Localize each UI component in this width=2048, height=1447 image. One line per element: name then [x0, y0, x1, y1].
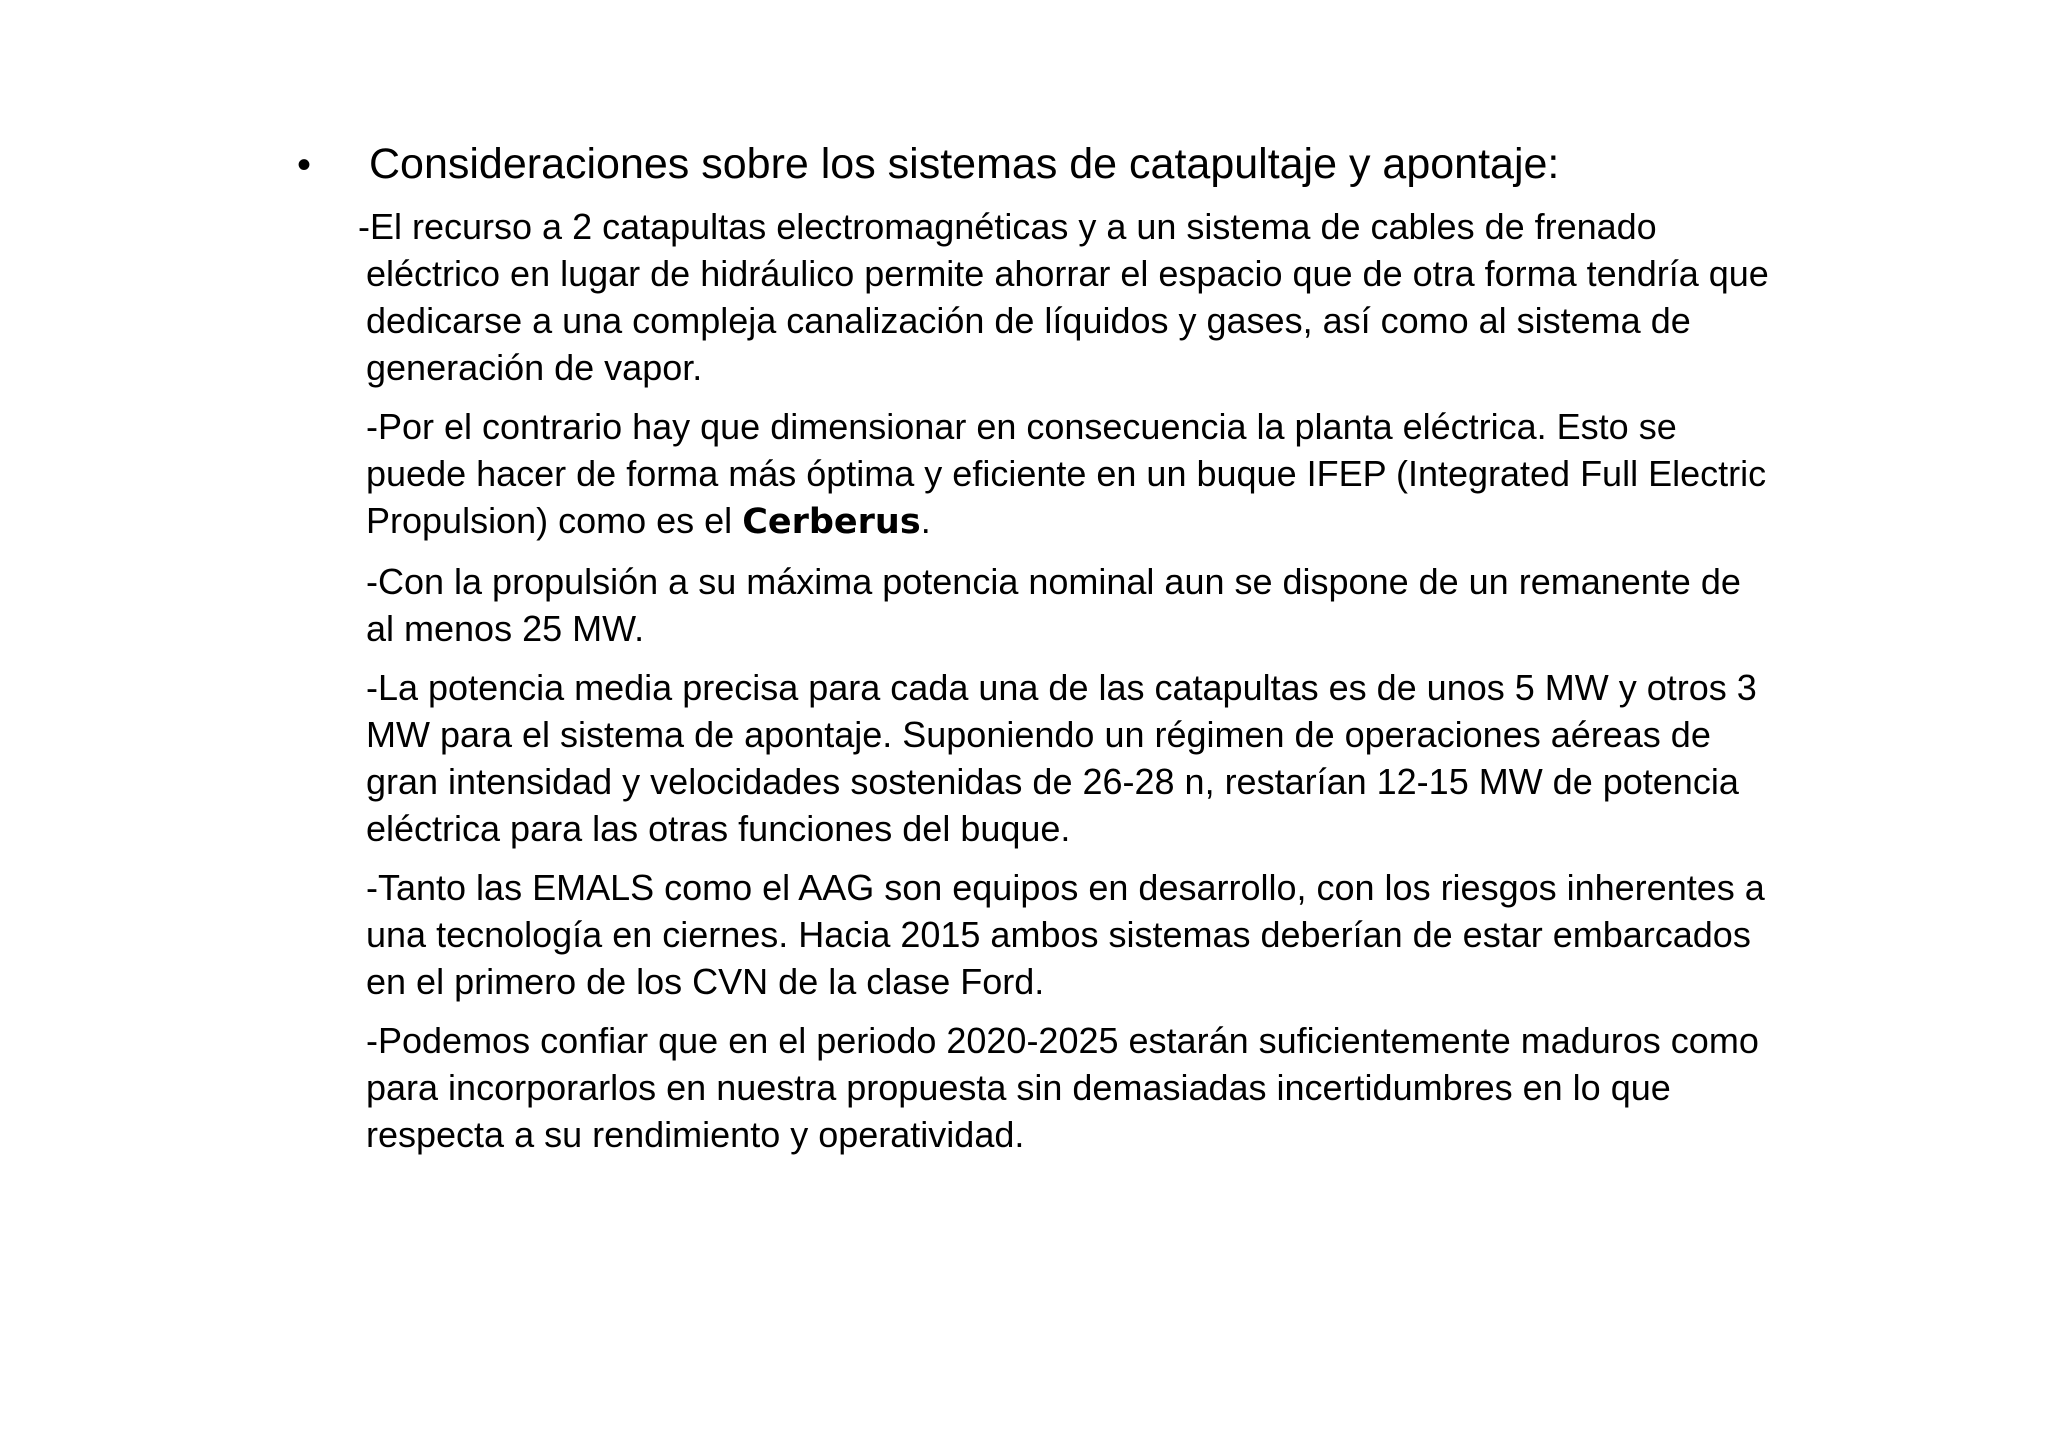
paragraph-maturity: -Podemos confiar que en el periodo 2020-2025 estarán suficientemente maduros como para incorporarlos en nuestra propuesta sin demasiadas incertidumbres en lo que respecta a su rendimiento y operatividad. [366, 1020, 1759, 1155]
bullet-heading [295, 136, 1795, 193]
paragraph-emals-aag: -Tanto las EMALS como el AAG son equipos en desarrollo, con los riesgos inherentes a una tecnología en ciernes. Hacia 2015 ambos sistemas deberían de estar embarcados en el primero de los CVN de la clase Ford. [366, 867, 1765, 1002]
paragraph-remaining-power: -Con la propulsión a su máxima potencia nominal aun se dispone de un remanente de al menos 25 MW. [366, 561, 1741, 649]
paragraph-power-plant [366, 403, 1776, 546]
paragraph-power-plant-text: -Por el contrario hay que dimensionar en consecuencia la planta eléctrica. Esto se puede hacer de forma más óptima y eficiente en un buque IFEP (Integrated Full Electric Propulsion) como es el [366, 406, 1767, 541]
heading-text: Consideraciones sobre los sistemas de catapultaje y apontaje: [369, 140, 1560, 188]
emphasis-suffix: . [920, 500, 931, 541]
bullet-dot-icon: • [297, 143, 312, 187]
emphasis-word: Cerberus [742, 502, 921, 542]
paragraph-average-power: -La potencia media precisa para cada una de las catapultas es de unos 5 MW y otros 3 MW para el sistema de apontaje. Suponiendo un régimen de operaciones aéreas de gran intensidad y velocidades sostenidas de 26-28 n, restarían 12-15 MW de potencia eléctrica para las otras funciones del buque. [366, 667, 1757, 849]
paragraph-catapults: -El recurso a 2 catapultas electromagnéticas y a un sistema de cables de frenado eléctrico en lugar de hidráulico permite ahorrar el espacio que de otra forma tendría que dedicarse a una compleja canalización de líquidos y gases, así como al sistema de generación de vapor. [358, 206, 1769, 388]
paragraph-list [358, 203, 1776, 1170]
